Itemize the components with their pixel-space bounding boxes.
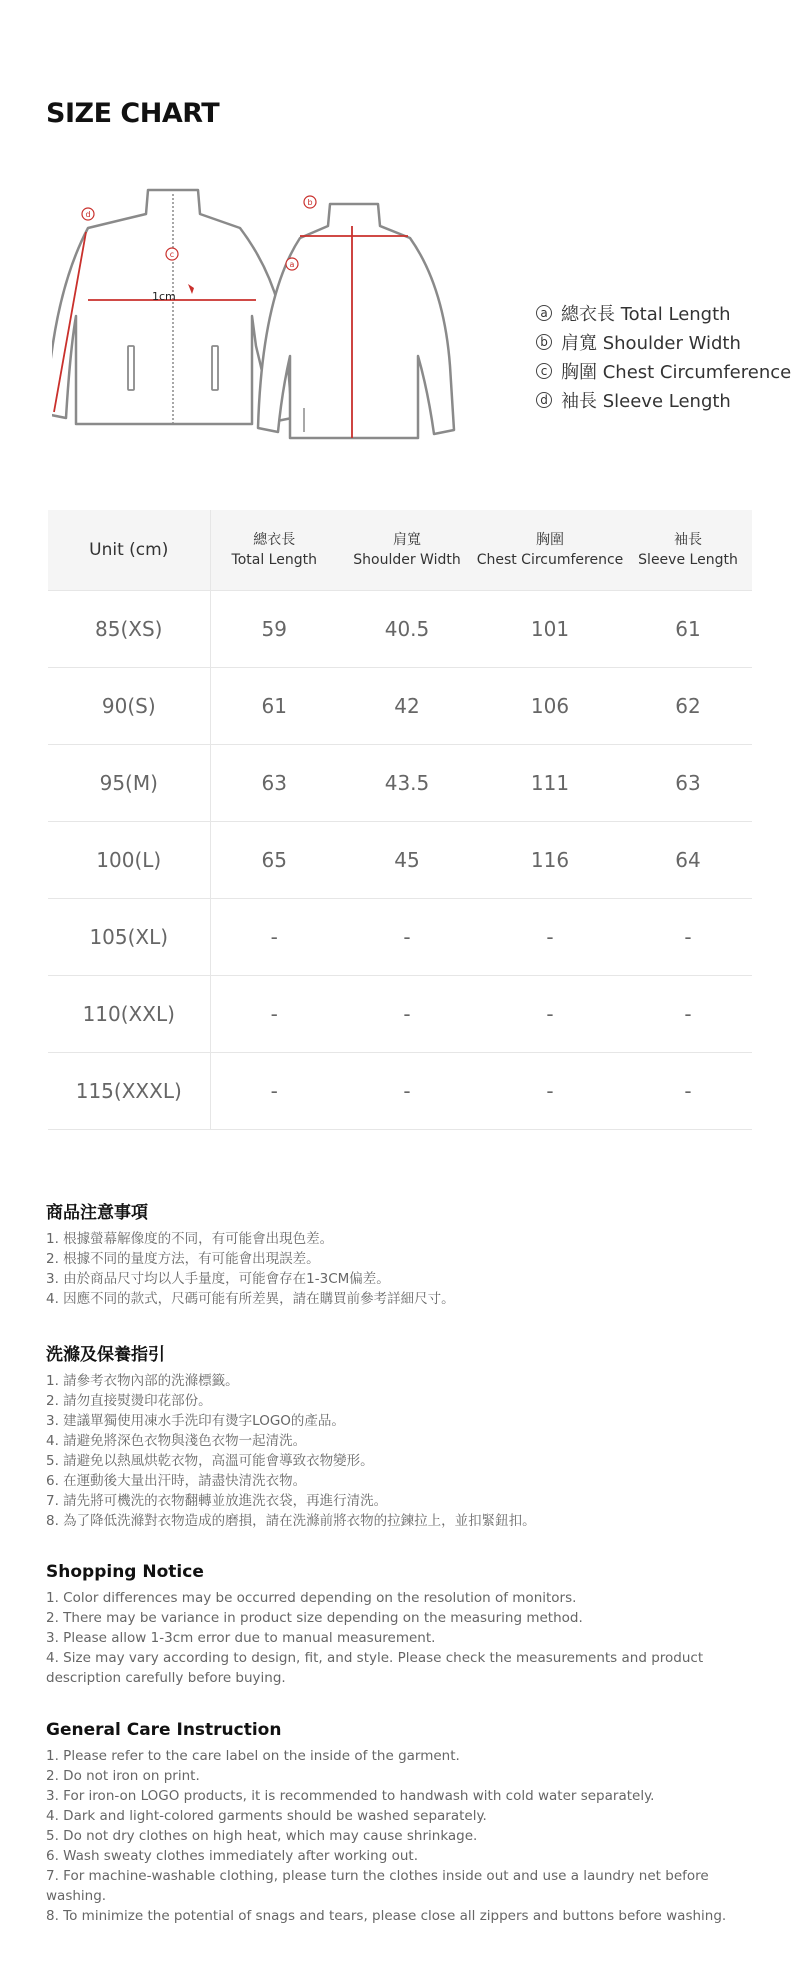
col-header-chest-circumference: [476, 510, 624, 591]
table-cell: -: [624, 1053, 752, 1130]
care-instruction-en-section: [46, 1720, 766, 1926]
callout-1cm-label: 1cm: [152, 290, 176, 303]
table-row: [48, 1053, 752, 1130]
table-cell: 116: [476, 822, 624, 899]
table-cell: 111: [476, 745, 624, 822]
table-cell: 62: [624, 668, 752, 745]
table-cell: -: [624, 899, 752, 976]
size-label: 100(L): [48, 822, 210, 899]
table-cell: -: [624, 976, 752, 1053]
note-line: 7. 請先將可機洗的衣物翻轉並放進洗衣袋，再進行清洗。: [46, 1493, 388, 1509]
legend-marker-d: d: [536, 392, 552, 408]
note-line: 1. 根據螢幕解像度的不同，有可能會出現色差。: [46, 1231, 334, 1247]
table-cell: 101: [476, 591, 624, 668]
col-header-total-length: [210, 510, 338, 591]
col-header-shoulder-width: [338, 510, 476, 591]
col-header-zh: 總衣長: [253, 532, 296, 548]
unit-header: Unit (cm): [48, 510, 210, 591]
table-cell: -: [210, 899, 338, 976]
col-header-en: Total Length: [231, 552, 317, 568]
table-cell: -: [210, 1053, 338, 1130]
table-cell: 43.5: [338, 745, 476, 822]
table-row: [48, 668, 752, 745]
table-cell: 61: [210, 668, 338, 745]
note-line: 2. Do not iron on print.: [46, 1768, 200, 1784]
legend-item-chest-circumference: [536, 356, 796, 385]
table-header-row: [48, 510, 752, 591]
table-cell: -: [338, 976, 476, 1053]
table-row: [48, 976, 752, 1053]
size-label: 90(S): [48, 668, 210, 745]
note-line: 4. 請避免將深色衣物與淺色衣物一起清洗。: [46, 1433, 307, 1449]
note-line: 1. Color differences may be occurred depending on the resolution of monitors.: [46, 1590, 577, 1606]
note-line: 2. 請勿直接熨燙印花部份。: [46, 1393, 212, 1409]
col-header-sleeve-length: [624, 510, 752, 591]
legend-item-total-length: [536, 298, 796, 327]
jacket-front-drawing: [52, 190, 292, 424]
table-cell: -: [476, 1053, 624, 1130]
section-heading: Shopping Notice: [46, 1562, 204, 1582]
size-label: 110(XXL): [48, 976, 210, 1053]
size-table: [48, 510, 752, 1130]
note-line: 4. 因應不同的款式，尺碼可能有所差異，請在購買前參考詳細尺寸。: [46, 1291, 455, 1307]
legend-label: 肩寬 Shoulder Width: [561, 332, 741, 354]
note-line: 4. Size may vary according to design, fit, and style. Please check the measurements and product description carefully before buying.: [46, 1650, 704, 1686]
table-cell: 40.5: [338, 591, 476, 668]
legend-marker-c: c: [536, 363, 552, 379]
marker-d-label: d: [85, 210, 91, 219]
legend-item-sleeve-length: [536, 385, 796, 414]
legend-label: 總衣長 Total Length: [561, 303, 731, 325]
care-instruction-zh-section: [46, 1340, 766, 1531]
table-cell: -: [338, 1053, 476, 1130]
marker-c-label: c: [169, 250, 175, 259]
col-header-en: Shoulder Width: [353, 552, 461, 568]
table-row: [48, 591, 752, 668]
size-label: 95(M): [48, 745, 210, 822]
size-label: 85(XS): [48, 591, 210, 668]
table-cell: 61: [624, 591, 752, 668]
table-cell: 63: [210, 745, 338, 822]
note-line: 8. 為了降低洗滌對衣物造成的磨損，請在洗滌前將衣物的拉鍊拉上，並扣緊鈕扣。: [46, 1513, 536, 1529]
legend-label: 袖長 Sleeve Length: [561, 390, 731, 412]
note-line: 7. For machine-washable clothing, please turn the clothes inside out and use a laundry net before washing.: [46, 1868, 709, 1904]
page-title: SIZE CHART: [46, 98, 220, 129]
legend-marker-b: b: [536, 334, 552, 350]
note-line: 2. 根據不同的量度方法，有可能會出現誤差。: [46, 1251, 320, 1267]
note-line: 3. For iron-on LOGO products, it is recommended to handwash with cold water separately.: [46, 1788, 655, 1804]
legend-label: 胸圍 Chest Circumference: [561, 361, 792, 383]
note-line: 3. Please allow 1-3cm error due to manual measurement.: [46, 1630, 436, 1646]
table-cell: 42: [338, 668, 476, 745]
table-cell: -: [338, 899, 476, 976]
size-label: 115(XXXL): [48, 1053, 210, 1130]
note-line: 4. Dark and light-colored garments should be washed separately.: [46, 1808, 487, 1824]
table-row: [48, 745, 752, 822]
note-line: 8. To minimize the potential of snags and tears, please close all zippers and buttons before washing.: [46, 1908, 727, 1924]
col-header-zh: 袖長: [674, 532, 702, 548]
shopping-notice-zh-section: [46, 1198, 766, 1309]
col-header-zh: 胸圍: [536, 532, 564, 548]
marker-b-label: b: [307, 198, 313, 207]
table-cell: -: [476, 976, 624, 1053]
col-header-zh: 肩寬: [393, 532, 421, 548]
section-heading: General Care Instruction: [46, 1720, 282, 1740]
table-cell: 65: [210, 822, 338, 899]
note-line: 6. 在運動後大量出汗時，請盡快清洗衣物。: [46, 1473, 307, 1489]
note-line: 6. Wash sweaty clothes immediately after working out.: [46, 1848, 418, 1864]
table-cell: 106: [476, 668, 624, 745]
table-cell: 45: [338, 822, 476, 899]
note-line: 1. Please refer to the care label on the inside of the garment.: [46, 1748, 460, 1764]
note-line: 2. There may be variance in product size depending on the measuring method.: [46, 1610, 583, 1626]
legend-item-shoulder-width: [536, 327, 796, 356]
note-line: 5. 請避免以熱風烘乾衣物，高溫可能會導致衣物變形。: [46, 1453, 374, 1469]
table-cell: 63: [624, 745, 752, 822]
table-cell: 59: [210, 591, 338, 668]
note-line: 3. 建議單獨使用凍水手洗印有燙字LOGO的產品。: [46, 1413, 345, 1429]
table-cell: 64: [624, 822, 752, 899]
measurement-legend: [536, 298, 796, 414]
marker-a-label: a: [289, 260, 295, 269]
note-line: 3. 由於商品尺寸均以人手量度，可能會存在1-3CM偏差。: [46, 1271, 390, 1287]
table-cell: -: [210, 976, 338, 1053]
section-heading: 商品注意事項: [46, 1203, 148, 1223]
note-line: 5. Do not dry clothes on high heat, which may cause shrinkage.: [46, 1828, 478, 1844]
table-row: [48, 899, 752, 976]
legend-marker-a: a: [536, 305, 552, 321]
col-header-en: Sleeve Length: [638, 552, 738, 568]
table-cell: -: [476, 899, 624, 976]
section-heading: 洗滌及保養指引: [46, 1345, 165, 1365]
jacket-measurement-diagram: [52, 176, 492, 461]
table-row: [48, 822, 752, 899]
size-label: 105(XL): [48, 899, 210, 976]
note-line: 1. 請參考衣物內部的洗滌標籤。: [46, 1373, 239, 1389]
shopping-notice-en-section: [46, 1562, 766, 1688]
col-header-en: Chest Circumference: [476, 552, 624, 568]
